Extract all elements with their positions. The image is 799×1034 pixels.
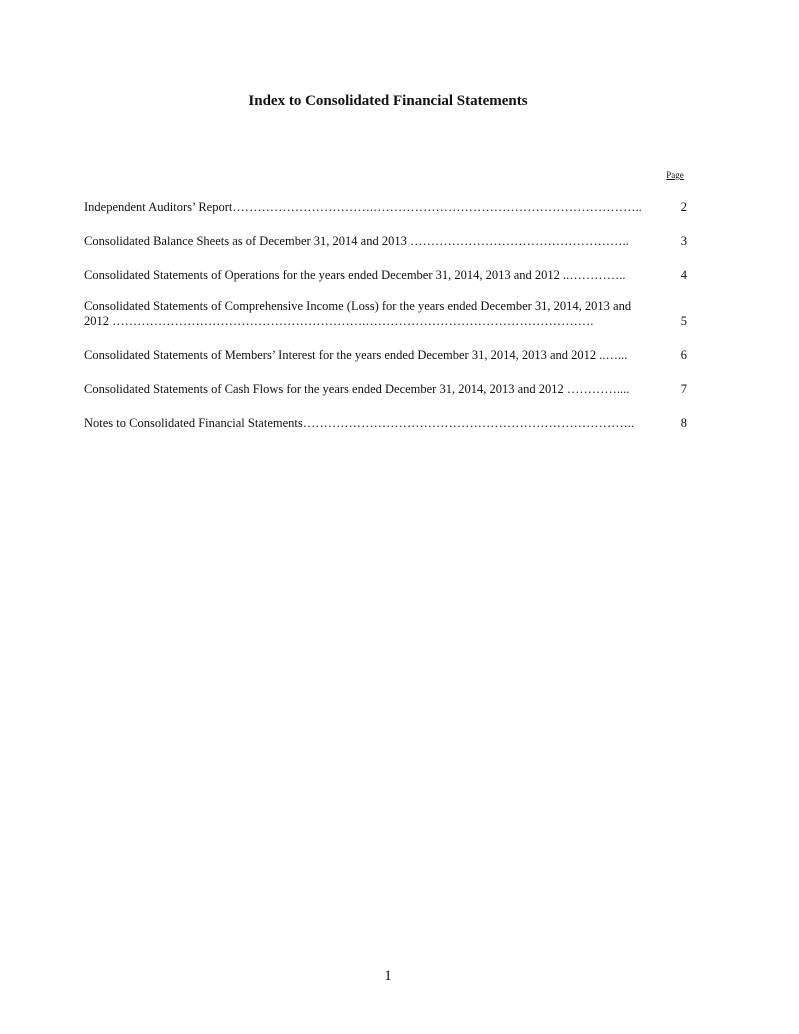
toc-page-number: 3 [680, 234, 687, 248]
toc-entry-comprehensive-income [84, 299, 687, 329]
toc-entry-text: Consolidated Balance Sheets as of December 31, 2014 and 2013 …………………………………………….. [84, 234, 629, 248]
table-of-contents [84, 200, 687, 450]
toc-entry-text: Consolidated Statements of Cash Flows for the years ended December 31, 2014, 2013 and 2012 ………….... [84, 382, 630, 396]
toc-entry-balance-sheets [84, 234, 687, 249]
toc-entry-text: Consolidated Statements of Members’ Interest for the years ended December 31, 2014, 2013 and 2012 ..…... [84, 348, 628, 362]
toc-page-number: 7 [680, 382, 687, 396]
toc-entry-notes [84, 416, 687, 431]
toc-page-number: 5 [680, 314, 687, 328]
toc-page-number: 2 [680, 200, 687, 214]
toc-entry-operations [84, 268, 687, 283]
page-number-footer: 1 [384, 968, 392, 984]
toc-page-number: 4 [680, 268, 687, 282]
toc-entry-text: Consolidated Statements of Operations for the years ended December 31, 2014, 2013 and 2012 ..………….. [84, 268, 626, 282]
toc-entry-auditors-report [84, 200, 687, 215]
toc-page-number: 8 [680, 416, 687, 430]
toc-entry-text: Independent Auditors’ Report…………………………….……………………………………………………….. [84, 200, 642, 214]
toc-page-number: 6 [680, 348, 687, 362]
toc-entry-cash-flows [84, 382, 687, 397]
toc-entry-members-interest [84, 348, 687, 363]
page-column-header: Page [666, 170, 684, 180]
page-title: Index to Consolidated Financial Statements [248, 93, 528, 109]
toc-entry-text: Consolidated Statements of Comprehensive Income (Loss) for the years ended December 31, 2014, 2013 and 2012 …………………………………………………….………………………………………………. [84, 299, 632, 328]
toc-entry-text: Notes to Consolidated Financial Statements…………………………………………………………………….. [84, 416, 634, 430]
